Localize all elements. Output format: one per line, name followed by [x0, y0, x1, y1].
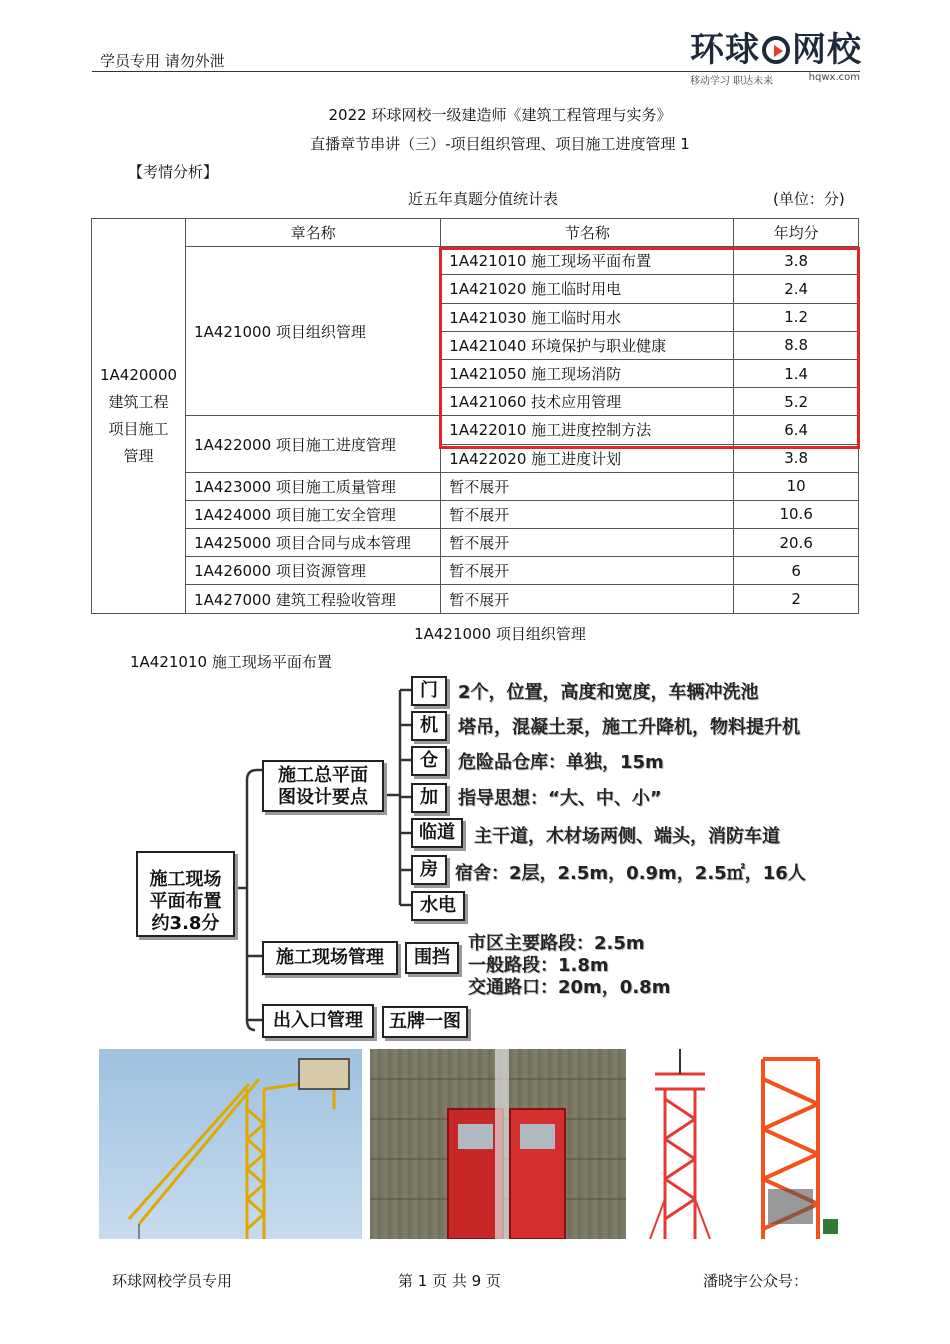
branch-label: 出入口管理	[273, 1010, 363, 1031]
chapter-cell: 1A422000 项目施工进度管理	[186, 416, 441, 472]
table-row	[92, 500, 859, 528]
detail-jia: 指导思想：“大、中、小”	[458, 788, 662, 809]
table-row	[92, 416, 859, 444]
table-row	[92, 585, 859, 613]
detail-ji: 塔吊，混凝土泵，施工升降机，物料提升机	[458, 717, 800, 738]
table-caption: 近五年真题分值统计表	[407, 190, 558, 208]
footer-right: 潘晓宇公众号：	[703, 1272, 809, 1290]
section-cell: 1A421010 施工现场平面布置	[441, 247, 734, 275]
chapter-cell: 1A423000 项目施工质量管理	[186, 472, 441, 500]
chapter-cell: 1A425000 项目合同与成本管理	[186, 529, 441, 557]
detail-cang: 危险品仓库：单独，15m	[458, 752, 664, 773]
branch-line: 图设计要点	[278, 787, 368, 808]
material-lift-photo-2	[738, 1049, 842, 1239]
detail-men: 2个，位置，高度和宽度，车辆冲洗池	[458, 682, 759, 703]
section-cell: 暂不展开	[441, 500, 734, 528]
score-cell: 5.2	[734, 388, 859, 416]
part-line: 管理	[123, 446, 154, 465]
root-line: 平面布置	[149, 891, 222, 912]
brand-logo	[690, 30, 865, 90]
key-men: 门	[411, 676, 447, 706]
key-lindao: 临道	[411, 818, 463, 848]
page-number: 第 1 页 共 9 页	[398, 1272, 501, 1290]
detail-weidang-3: 交通路口：20m，0.8m	[468, 977, 671, 998]
section-cell: 1A422010 施工进度控制方法	[441, 416, 734, 444]
tower-crane-photo	[99, 1049, 362, 1239]
branch-label: 施工现场管理	[276, 947, 384, 968]
mindmap-root	[136, 851, 235, 937]
part-line: 1A420000	[100, 365, 178, 384]
header-score: 年均分	[734, 219, 859, 247]
score-cell: 10.6	[734, 500, 859, 528]
score-cell: 2	[734, 585, 859, 613]
part-line: 建筑工程	[108, 392, 169, 411]
hoist-photo	[370, 1049, 626, 1239]
material-lift-photo-1	[640, 1049, 730, 1239]
section-cell: 1A421030 施工临时用水	[441, 303, 734, 331]
logo-slogan: 移动学习 职达未来	[690, 76, 774, 87]
section-cell: 1A421040 环境保护与职业健康	[441, 331, 734, 359]
score-cell: 2.4	[734, 275, 859, 303]
detail-weidang-1: 市区主要路段：2.5m	[468, 933, 645, 954]
part-line: 项目施工	[108, 419, 169, 438]
unit-label: (单位：分)	[773, 190, 845, 208]
detail-fang: 宿舍：2层，2.5m，0.9m，2.5㎡，16人	[455, 863, 806, 884]
header-notice: 学员专用 请勿外泄	[100, 52, 225, 70]
section-cell: 1A421060 技术应用管理	[441, 388, 734, 416]
chapter-cell: 1A421000 项目组织管理	[186, 247, 441, 416]
header-section: 节名称	[441, 219, 734, 247]
score-cell: 6.4	[734, 416, 859, 444]
key-weidang: 围挡	[405, 942, 459, 974]
play-icon	[762, 36, 790, 64]
section-cell: 暂不展开	[441, 529, 734, 557]
key-shuidian: 水电	[411, 891, 465, 921]
key-cang: 仓	[411, 746, 447, 776]
doc-title: 2022 环球网校一级建造师《建筑工程管理与实务》	[328, 106, 672, 124]
part-name-cell	[92, 219, 186, 614]
section-cell: 1A421050 施工现场消防	[441, 359, 734, 387]
header-chapter: 章名称	[186, 219, 441, 247]
score-cell: 1.4	[734, 359, 859, 387]
tower-crane-icon	[99, 1049, 362, 1239]
score-cell: 10	[734, 472, 859, 500]
footer-left: 环球网校学员专用	[112, 1272, 233, 1290]
lift-tower-icon	[738, 1049, 842, 1239]
key-fang: 房	[411, 855, 447, 885]
branch-design-points	[262, 760, 384, 812]
logo-url: hqwx.com	[808, 72, 860, 83]
detail-lindao: 主干道，木材场两侧、端头，消防车道	[474, 826, 780, 847]
branch-line: 施工总平面	[278, 765, 368, 786]
score-table	[91, 218, 859, 614]
key-ji: 机	[411, 711, 447, 741]
branch-entrance	[262, 1004, 374, 1038]
section-cell: 1A422020 施工进度计划	[441, 444, 734, 472]
construction-hoist-icon	[370, 1049, 626, 1239]
table-row	[92, 247, 859, 275]
section-cell: 暂不展开	[441, 585, 734, 613]
section-cell: 暂不展开	[441, 557, 734, 585]
score-cell: 3.8	[734, 247, 859, 275]
root-line: 约3.8分	[151, 913, 220, 934]
section-cell: 1A421020 施工临时用电	[441, 275, 734, 303]
score-cell: 1.2	[734, 303, 859, 331]
score-cell: 8.8	[734, 331, 859, 359]
score-cell: 6	[734, 557, 859, 585]
table-row	[92, 472, 859, 500]
root-line: 施工现场	[149, 869, 222, 890]
section-heading: 1A421010 施工现场平面布置	[130, 653, 332, 671]
table-header-row	[92, 219, 859, 247]
chapter-cell: 1A426000 项目资源管理	[186, 557, 441, 585]
logo-text-b: 网校	[792, 30, 862, 70]
chapter-cell: 1A424000 项目施工安全管理	[186, 500, 441, 528]
table-row	[92, 529, 859, 557]
table-row	[92, 557, 859, 585]
chapter-heading: 1A421000 项目组织管理	[414, 625, 586, 643]
section-cell: 暂不展开	[441, 472, 734, 500]
doc-subtitle: 直播章节串讲（三）-项目组织管理、项目施工进度管理 1	[310, 135, 690, 153]
section-tag: 【考情分析】	[128, 163, 219, 181]
logo-text-a: 环球	[690, 30, 760, 70]
chapter-cell: 1A427000 建筑工程验收管理	[186, 585, 441, 613]
key-wupai: 五牌一图	[382, 1006, 468, 1038]
material-lift-icon	[640, 1049, 730, 1239]
branch-site-management	[262, 941, 398, 975]
score-cell: 3.8	[734, 444, 859, 472]
detail-weidang-2: 一般路段：1.8m	[468, 955, 609, 976]
score-cell: 20.6	[734, 529, 859, 557]
key-jia: 加	[411, 783, 447, 813]
